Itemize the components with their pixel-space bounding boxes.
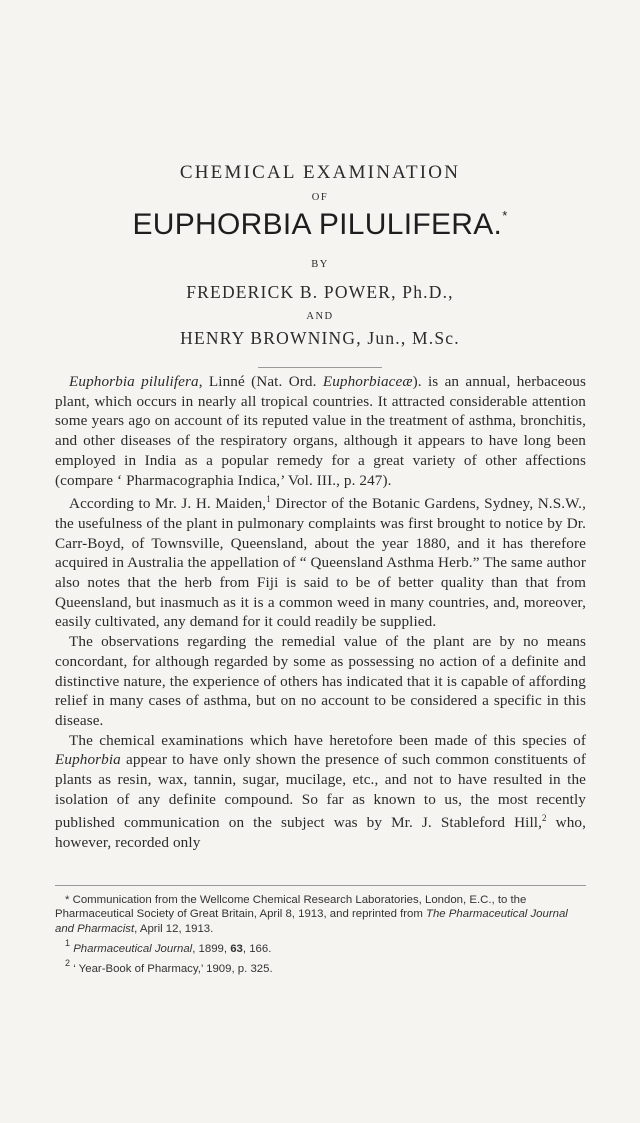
text-run: , April 12, 1913. [134,922,214,935]
footnote-1 [55,936,586,956]
title-footnote-mark: * [502,208,508,223]
author-1: FREDERICK B. POWER, Ph.D., [186,282,454,302]
family-name: Euphorbiaceæ [322,373,413,390]
footnote-mark: 2 [65,958,71,969]
footnote-mark: 1 [65,937,71,948]
text-run: ). is an annual, herbaceous plant, which occurs in nearly all tropical countries. It attracted considerable attention some years ago on account of its reputed value in the treatment of asthma, bronchitis, and other diseases of the respiratory organs, although it appears to have long been employed in India as a popular remedy for a great variety of other affections (compare ‘ Pharmacographia Indica,’ Vol. III., p. 247). [55,373,586,489]
journal-title: The Pharmaceutical Journal and Pharmacist [55,908,568,935]
title-line-1: CHEMICAL EXAMINATION [179,162,461,183]
title-divider [258,367,382,368]
author-2: HENRY BROWNING, Jun., M.Sc. [180,328,460,348]
paragraph-2 [55,490,586,632]
title-line-2 [0,208,640,242]
title-of: OF [311,192,329,203]
footnote-star [55,893,586,936]
text-run: The chemical examinations which have heretofore been made of this species of [69,731,586,749]
species-name: Euphorbia pilulifera [69,373,199,390]
body-text [55,372,586,853]
journal-title: Pharmaceutical Journal [73,942,193,955]
text-run: , 1899, [192,942,231,955]
text-run: who, however, recorded only [55,814,587,852]
text-run: * Communication from the Wellcome Chemical Research Laboratories, London, E.C., to the Pharmaceutical Society of Great Britain, April 8, 1913, and reprinted from [55,894,527,921]
text-run: , Linné (Nat. Ord. [198,373,323,390]
text-run: Director of the Botanic Gardens, Sydney, N.S.W., the usefulness of the plant in pulmonary complaints was first brought to notice by Dr. Carr-Boyd, of Townsville, Queensland, about the year 1880, and it has therefore acquired in Australia the appellation of “ Queensland Asthma Herb.” The same author also notes that the herb from Fiji is said to be of better quality than that from Queensland, but inasmuch as it is a common weed in many countries, and, moreover, easily cultivated, any demand for it could readily be supplied. [55,495,586,631]
footnote-divider [55,885,586,886]
footnote-2 [55,956,586,976]
byline-by: BY [311,259,329,270]
footnote-ref-1: 1 [266,494,271,505]
text-run: According to Mr. J. H. Maiden, [69,495,267,513]
text-run: , 166. [242,942,272,955]
byline-and: AND [306,311,334,322]
genus-name: Euphorbia [55,751,121,769]
text-run: appear to have only shown the presence of such common constituents of plants as resin, wax, tannin, sugar, mucilage, etc., and not to have resulted in the isolation of any definite compound. So far as known to us, the most recently published communication on the subject was by Mr. J. Stableford Hill, [55,751,586,832]
footnotes [55,893,586,976]
volume-number: 63 [230,942,243,955]
paragraph-4 [55,731,586,853]
paragraph-3: The observations regarding the remedial value of the plant are by no means concordant, for although regarded by some as possessing no action of a definite and distinctive nature, the experience of others has indicated that it is capable of affording relief in many cases of asthma, but on no account to be considered a specific in this disease. [55,633,586,729]
footnote-ref-2: 2 [542,813,547,824]
text-run: ‘ Year-Book of Pharmacy,’ 1909, p. 325. [73,963,273,976]
paragraph-1 [55,372,586,490]
title-species: EUPHORBIA PILULIFERA. [132,208,503,241]
